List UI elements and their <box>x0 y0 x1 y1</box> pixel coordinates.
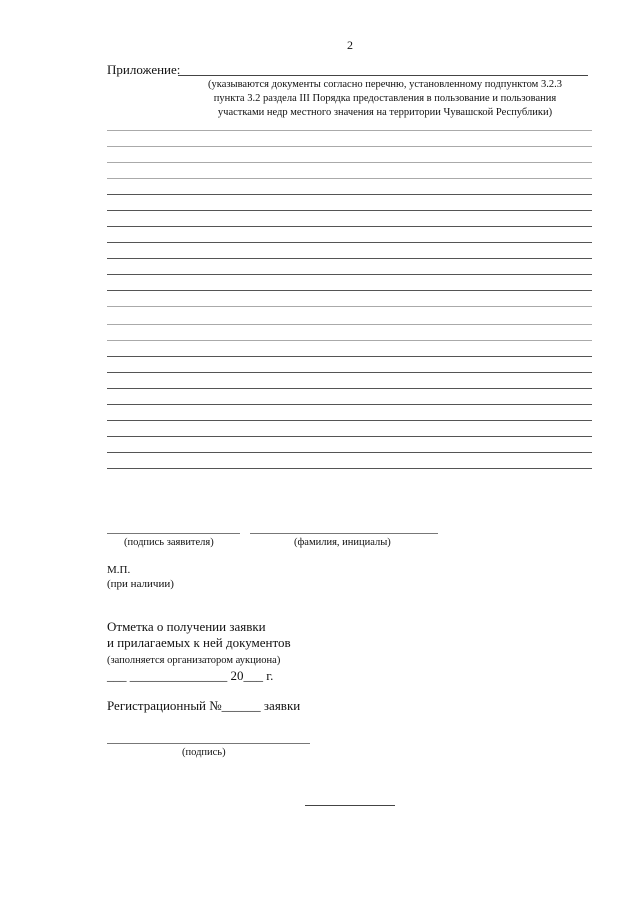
blank-line <box>107 146 592 147</box>
blank-line <box>107 340 592 341</box>
receipt-title <box>107 619 291 651</box>
blank-line <box>107 372 592 373</box>
receipt-signature-caption: (подпись) <box>182 747 226 758</box>
receipt-signature-line <box>107 743 310 744</box>
seal-note: (при наличии) <box>107 578 174 590</box>
appendix-note-line: участками недр местного значения на территории Чувашской Республики) <box>217 107 553 118</box>
registration-number-line: Регистрационный №______ заявки <box>107 698 301 713</box>
receipt-date-line: ___ _______________ 20___ г. <box>107 668 274 683</box>
receipt-title-line: и прилагаемых к ней документов <box>107 635 291 650</box>
blank-line <box>107 194 592 195</box>
blank-line <box>107 130 592 131</box>
document-list-lines <box>107 130 592 475</box>
appendix-fill-line <box>178 75 588 76</box>
blank-line <box>107 452 592 453</box>
appendix-label: Приложение: <box>107 62 181 77</box>
blank-line <box>107 324 592 325</box>
blank-line <box>107 210 592 211</box>
blank-line <box>107 274 592 275</box>
blank-line <box>107 436 592 437</box>
seal-label: М.П. <box>107 564 131 576</box>
blank-line <box>107 162 592 163</box>
blank-line <box>107 242 592 243</box>
blank-line <box>107 356 592 357</box>
blank-line <box>107 258 592 259</box>
name-caption: (фамилия, инициалы) <box>294 537 391 548</box>
name-line <box>250 533 438 534</box>
appendix-note-line: (указываются документы согласно перечню, установленному подпунктом 3.2.3 <box>208 79 562 90</box>
blank-line <box>107 178 592 179</box>
receipt-note: (заполняется организатором аукциона) <box>107 655 281 666</box>
applicant-signature-caption: (подпись заявителя) <box>124 537 214 548</box>
blank-line <box>107 468 592 469</box>
appendix-note <box>185 78 585 120</box>
page-number: 2 <box>347 38 353 52</box>
footer-line <box>305 805 395 806</box>
applicant-signature-line <box>107 533 240 534</box>
seal-block <box>107 563 174 591</box>
blank-line <box>107 306 592 307</box>
blank-line <box>107 404 592 405</box>
receipt-title-line: Отметка о получении заявки <box>107 619 266 634</box>
blank-line <box>107 420 592 421</box>
blank-line <box>107 226 592 227</box>
appendix-note-line: пункта 3.2 раздела III Порядка предоставления в пользование и пользования <box>213 93 557 104</box>
blank-line <box>107 388 592 389</box>
blank-line <box>107 290 592 291</box>
